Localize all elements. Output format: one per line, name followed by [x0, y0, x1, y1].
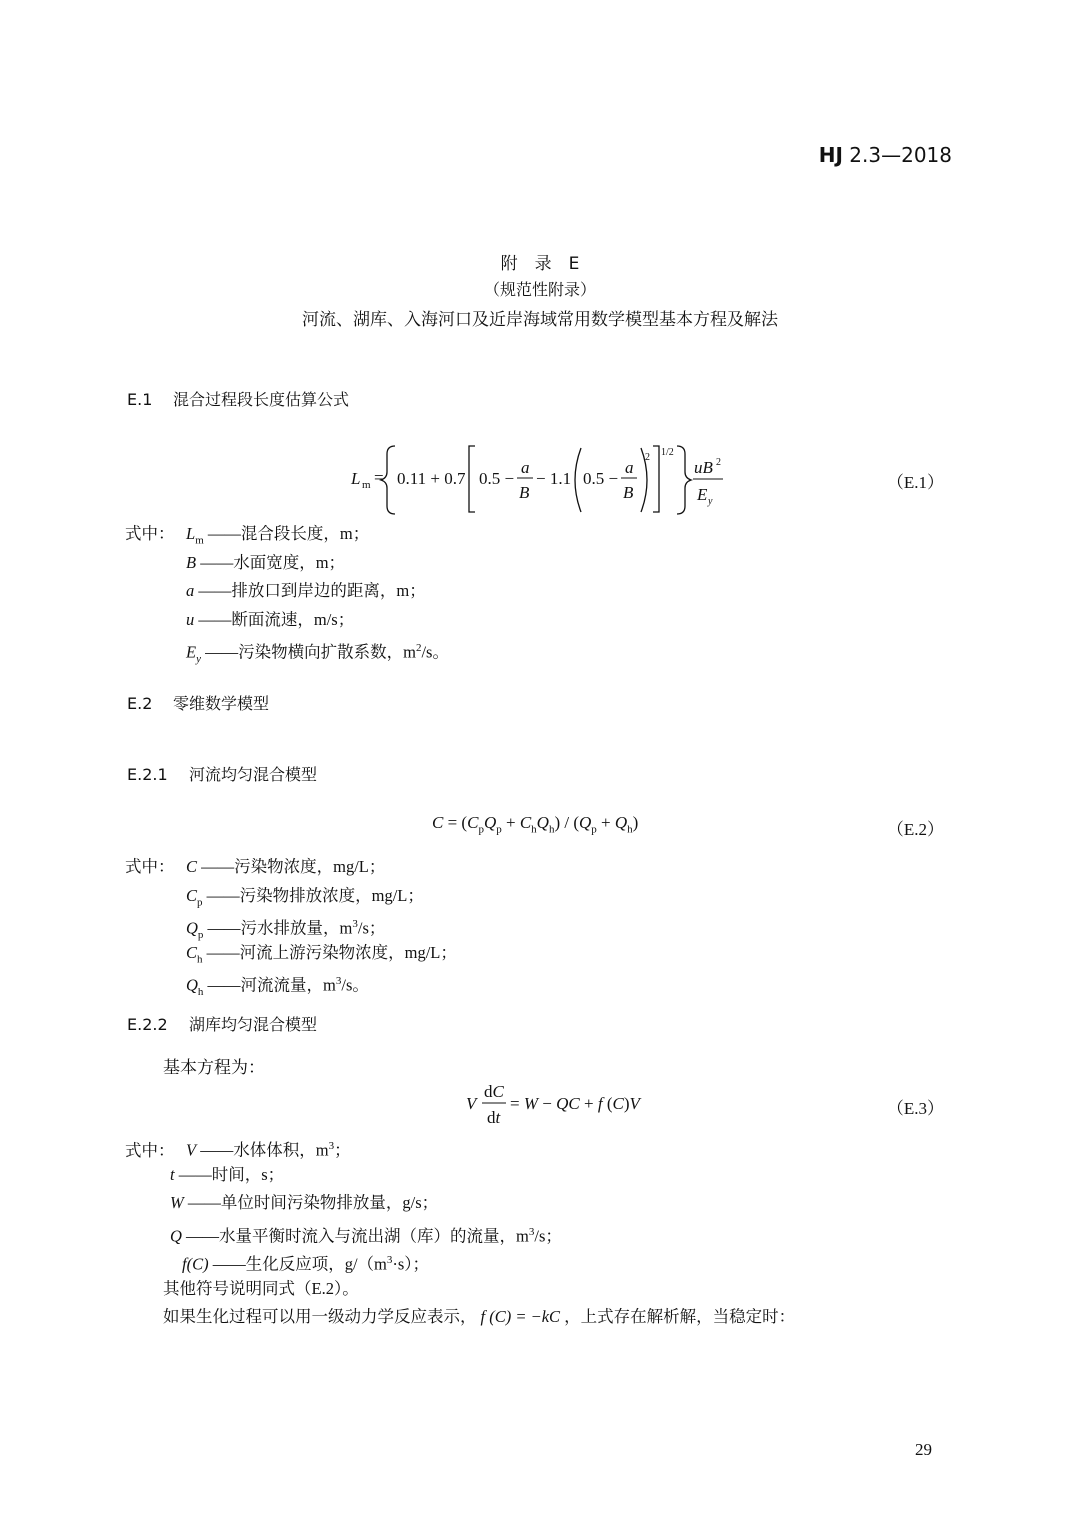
- definition-symbol: u: [186, 609, 195, 629]
- definition-row: [125, 1246, 795, 1275]
- section-title: 混合过程段长度估算公式: [173, 390, 350, 409]
- definition-symbol: Q: [186, 918, 198, 938]
- definition-row: [125, 634, 449, 663]
- definition-text: ——河流上游污染物浓度，mg/L；: [206, 942, 457, 962]
- definition-tail: ；: [334, 1140, 351, 1160]
- section-number: E.2: [127, 694, 153, 713]
- definition-row: [125, 1189, 795, 1218]
- definition-sup: 3: [335, 975, 342, 987]
- eq1-frac2-den: B: [623, 483, 634, 502]
- definition-tail: /s；: [534, 1226, 562, 1245]
- definitions-lead: 式中：: [125, 524, 175, 543]
- definition-tail: /s。: [421, 642, 449, 662]
- definition-text: ——单位时间污染物排放量，g/s；: [187, 1193, 439, 1212]
- eq1-right-bracket: [653, 446, 659, 512]
- definition-row: [125, 882, 457, 911]
- eq1-frac1-den: B: [519, 483, 530, 502]
- definition-text: ——水体体积，m: [200, 1140, 329, 1160]
- eq1-term3: − 1.1: [536, 469, 572, 488]
- standard-number: [819, 143, 952, 167]
- definition-symbol-sub: h: [197, 985, 204, 998]
- section-e22-heading: [127, 1012, 317, 1035]
- definition-text: ——污染物横向扩散系数，m: [205, 642, 416, 662]
- definition-symbol-sub: y: [196, 652, 201, 665]
- definition-symbol-sub: m: [195, 534, 204, 547]
- other-symbols-note: 其他符号说明同式（E.2）。: [163, 1278, 359, 1298]
- eq1-left-bracket: [469, 446, 475, 512]
- definition-tail: /s。: [341, 975, 369, 995]
- definition-sup: 3: [528, 1225, 535, 1238]
- first-order-formula: f (C) = −kC: [480, 1307, 561, 1326]
- definitions-e2: [125, 853, 457, 996]
- definition-row: [125, 910, 457, 939]
- definitions-lead: 式中：: [125, 857, 175, 876]
- equation-e3: [462, 1078, 672, 1130]
- eq1-frac1-num: a: [521, 458, 530, 477]
- definition-row: [125, 1132, 795, 1161]
- definition-row: [125, 520, 449, 549]
- definitions-lead: 式中：: [125, 1140, 175, 1160]
- appendix-label: 附 录 E: [500, 254, 580, 274]
- definition-row: [125, 1218, 795, 1247]
- first-order-note: [125, 1303, 795, 1332]
- eq1-term2: 0.5 −: [479, 469, 515, 488]
- standard-prefix: HJ: [818, 143, 843, 167]
- definition-text: ——河流流量，m: [207, 975, 336, 995]
- svg-text:dC: dC: [484, 1082, 504, 1101]
- section-e2-heading: [127, 691, 269, 714]
- equation-e1-number: （E.1）: [886, 473, 944, 492]
- eq1-lhs-sub: m: [362, 479, 371, 491]
- definition-symbol: E: [186, 642, 197, 662]
- appendix-type: （规范性附录）: [483, 280, 596, 299]
- definition-text: ——混合段长度，m；: [207, 524, 370, 543]
- eq1-right-brace: [677, 446, 691, 514]
- definition-row: [125, 577, 449, 606]
- definition-row: [125, 939, 457, 968]
- appendix-title: 河流、湖库、入海河口及近岸海域常用数学模型基本方程及解法: [302, 310, 778, 330]
- definition-sup: 2: [415, 642, 422, 654]
- definition-symbol: C: [186, 942, 198, 962]
- definition-row: [125, 606, 449, 635]
- eq1-term1: 0.11 + 0.7: [397, 469, 466, 488]
- section-number: E.2.1: [127, 765, 168, 784]
- definition-symbol-sub: p: [197, 895, 203, 908]
- definition-symbol: f(C): [182, 1254, 209, 1274]
- definition-symbol: Q: [186, 975, 198, 995]
- definition-symbol: a: [186, 581, 195, 600]
- definition-symbol-sub: h: [197, 952, 203, 965]
- definition-text: ——污染物浓度，mg/L；: [201, 857, 386, 876]
- svg-text:= W − QC + f (C)V: = W − QC + f (C)V: [510, 1094, 640, 1113]
- definition-sup: 3: [328, 1140, 335, 1152]
- eq1-right-num: uB: [694, 458, 713, 477]
- definition-row: [125, 549, 449, 578]
- definition-row: [125, 853, 457, 882]
- definition-text: ——生化反应项，g/（m: [212, 1254, 387, 1274]
- definition-sup: 3: [386, 1254, 393, 1266]
- equation-e2-number: （E.2）: [886, 820, 944, 839]
- section-title: 零维数学模型: [173, 694, 270, 713]
- section-title: 湖库均匀混合模型: [189, 1015, 318, 1034]
- definition-text: ——水面宽度，m；: [200, 552, 346, 572]
- standard-code: 2.3—2018: [849, 143, 952, 167]
- definitions-e1: [125, 520, 449, 663]
- definition-text: ——污水排放量，m: [207, 918, 353, 938]
- definition-symbol: C: [186, 885, 198, 905]
- svg-text:V: V: [466, 1094, 477, 1113]
- definition-symbol: B: [186, 552, 197, 572]
- definition-text: ——污染物排放浓度，mg/L；: [206, 885, 424, 905]
- definition-row: [125, 967, 457, 996]
- definition-text: ——断面流速，m/s；: [198, 609, 355, 629]
- eq1-right-num-sup: 2: [716, 457, 721, 468]
- eq1-right-den: E: [697, 485, 708, 504]
- eq1-lhs: L: [351, 469, 361, 488]
- definitions-e3: [125, 1132, 795, 1332]
- definition-sup: 3: [352, 918, 358, 930]
- definition-symbol: V: [186, 1140, 197, 1160]
- first-order-text-b: ，上式存在解析解，当稳定时：: [564, 1307, 796, 1326]
- definition-symbol: C: [186, 857, 198, 876]
- definition-text: ——时间，s；: [178, 1164, 285, 1184]
- eq1-term4: 0.5 −: [583, 469, 619, 488]
- svg-text:dt: dt: [487, 1108, 501, 1127]
- definition-row: [125, 1161, 795, 1190]
- definition-symbol: W: [170, 1193, 184, 1212]
- basic-equation-intro: 基本方程为：: [163, 1058, 265, 1077]
- section-e21-heading: [127, 762, 317, 785]
- definition-text: ——排放口到岸边的距离，m；: [198, 581, 426, 600]
- eq1-power-outer: 1/2: [661, 447, 674, 458]
- definition-text: ——水量平衡时流入与流出湖（库）的流量，m: [186, 1226, 529, 1245]
- section-number: E.1: [127, 390, 153, 409]
- section-number: E.2.2: [127, 1015, 168, 1034]
- equation-e1: [345, 440, 735, 520]
- eq1-power-inner: 2: [645, 452, 650, 463]
- definition-tail: /s；: [357, 918, 386, 938]
- definition-symbol: Q: [170, 1226, 182, 1245]
- definition-symbol-sub: p: [197, 928, 204, 941]
- equation-e3-number: （E.3）: [886, 1099, 944, 1118]
- equation-e2: $C = (C_pQ_p + C_hQ_h) / (Q_p + Q_h)$: [432, 813, 639, 836]
- eq1-equals: =: [374, 468, 384, 487]
- definition-tail: ·s）；: [392, 1254, 430, 1274]
- eq1-left-paren: [575, 448, 581, 512]
- first-order-text-a: 如果生化过程可以用一级动力学反应表示，: [163, 1307, 477, 1326]
- definition-symbol: t: [170, 1164, 175, 1184]
- section-e1-heading: [127, 387, 349, 410]
- section-title: 河流均匀混合模型: [189, 765, 318, 784]
- eq1-right-den-sub: y: [708, 496, 713, 507]
- page-number: 29: [915, 1440, 932, 1459]
- definition-symbol: L: [186, 524, 196, 543]
- eq1-frac2-num: a: [625, 458, 634, 477]
